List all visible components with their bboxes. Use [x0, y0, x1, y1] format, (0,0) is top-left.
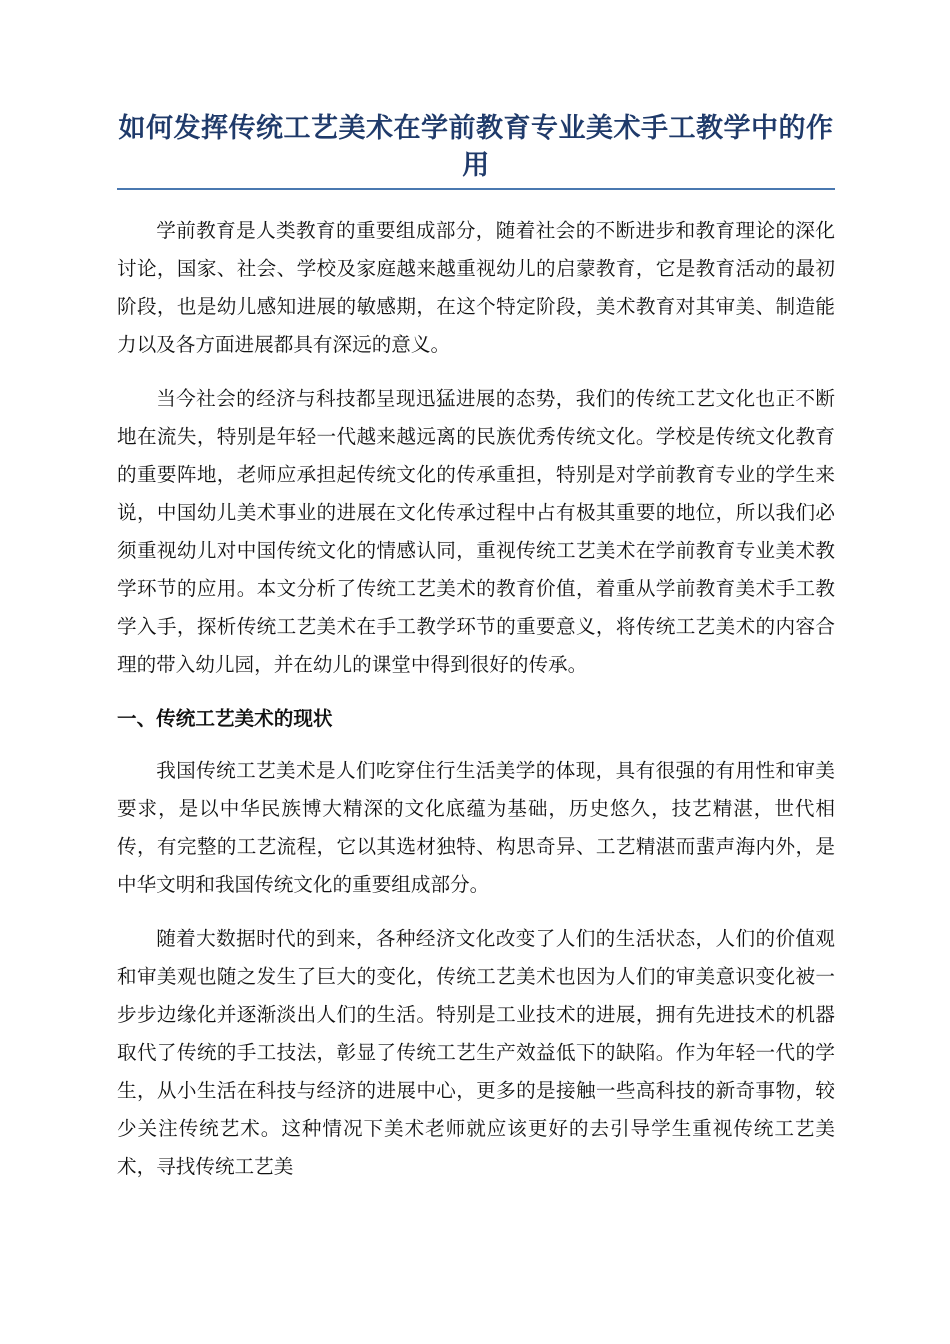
- document-page: [117, 110, 835, 1202]
- intro-paragraph-1: 学前教育是人类教育的重要组成部分，随着社会的不断进步和教育理论的深化讨论，国家、社会、学校及家庭越来越重视幼儿的启蒙教育，它是教育活动的最初阶段，也是幼儿感知进展的敏感期，在这个特定阶段，美术教育对其审美、制造能力以及各方面进展都具有深远的意义。: [117, 219, 835, 356]
- section1-paragraph-2: 随着大数据时代的到来，各种经济文化改变了人们的生活状态，人们的价值观和审美观也随之发生了巨大的变化，传统工艺美术也因为人们的审美意识变化被一步步边缘化并逐渐淡出人们的生活。特别是工业技术的进展，拥有先进技术的机器取代了传统的手工技法，彰显了传统工艺生产效益低下的缺陷。作为年轻一代的学生，从小生活在科技与经济的进展中心，更多的是接触一些高科技的新奇事物，较少关注传统艺术。这种情况下美术老师就应该更好的去引导学生重视传统工艺美术，寻找传统工艺美: [117, 927, 835, 1178]
- section-heading-1: 一、传统工艺美术的现状: [117, 707, 333, 730]
- title-underline: [117, 188, 835, 190]
- section1-paragraph-1: 我国传统工艺美术是人们吃穿住行生活美学的体现，具有很强的有用性和审美要求，是以中华民族博大精深的文化底蕴为基础，历史悠久，技艺精湛，世代相传，有完整的工艺流程，它以其选材独特、构思奇异、工艺精湛而蜚声海内外，是中华文明和我国传统文化的重要组成部分。: [117, 759, 835, 896]
- document-title: 如何发挥传统工艺美术在学前教育专业美术手工教学中的作用: [118, 113, 834, 181]
- intro-paragraph-2: 当今社会的经济与科技都呈现迅猛进展的态势，我们的传统工艺文化也正不断地在流失，特别是年轻一代越来越远离的民族优秀传统文化。学校是传统文化教育的重要阵地，老师应承担起传统文化的传承重担，特别是对学前教育专业的学生来说，中国幼儿美术事业的进展在文化传承过程中占有极其重要的地位，所以我们必须重视幼儿对中国传统文化的情感认同，重视传统工艺美术在学前教育专业美术教学环节的应用。本文分析了传统工艺美术的教育价值，着重从学前教育美术手工教学入手，探析传统工艺美术在手工教学环节的重要意义，将传统工艺美术的内容合理的带入幼儿园，并在幼儿的课堂中得到很好的传承。: [117, 387, 835, 676]
